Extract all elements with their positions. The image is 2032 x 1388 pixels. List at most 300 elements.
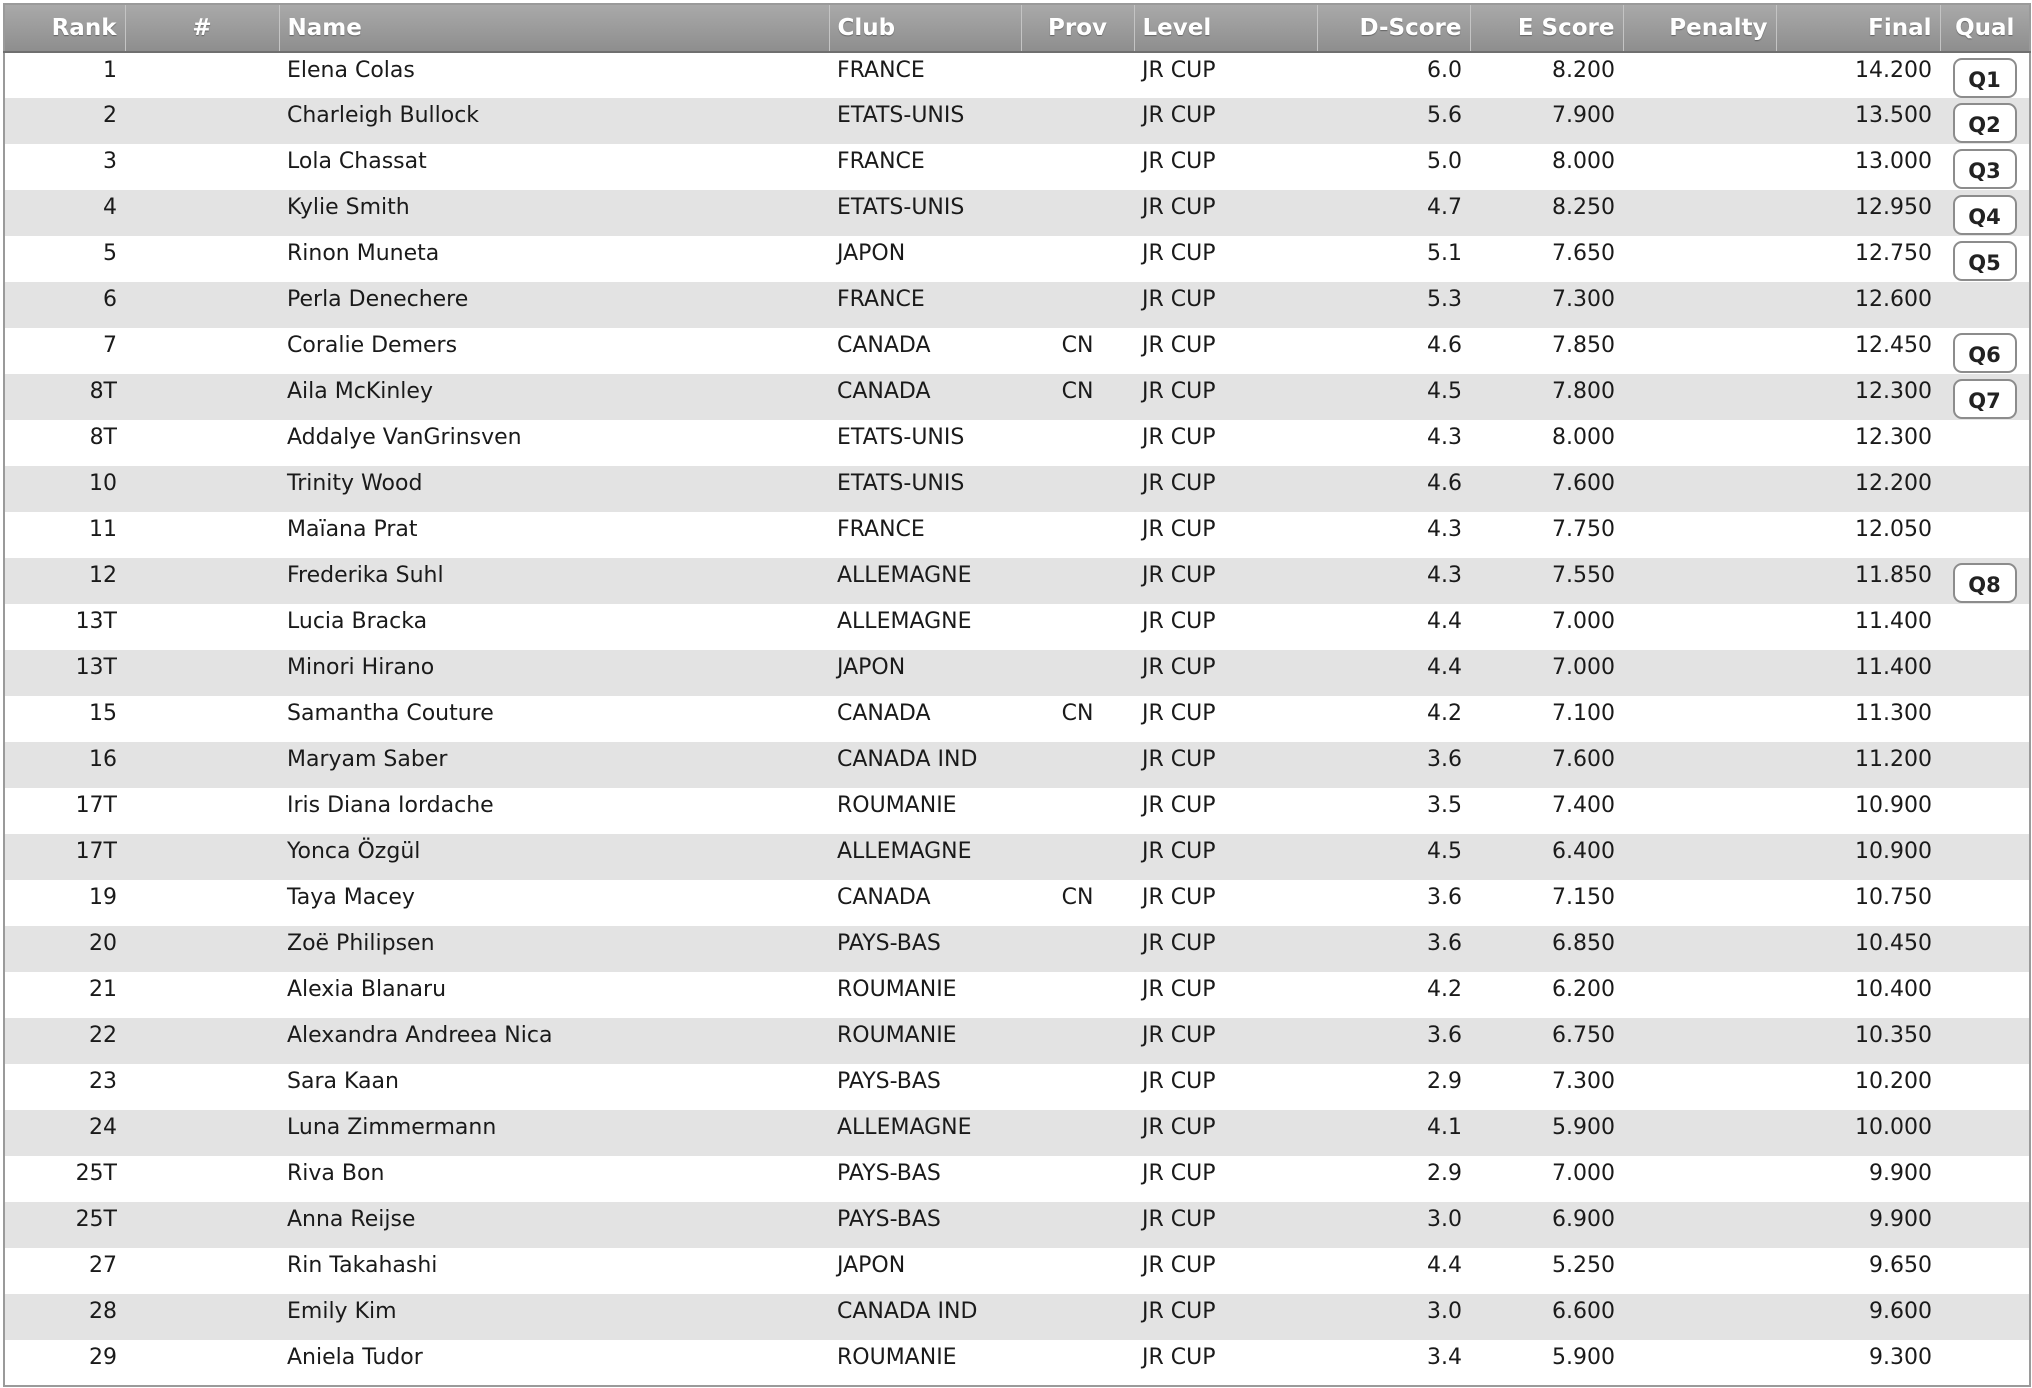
d-score-cell: 4.3 (1317, 420, 1470, 466)
prov-cell (1021, 144, 1134, 190)
penalty-cell (1623, 880, 1776, 926)
number-cell (125, 972, 279, 1018)
final-score-cell: 12.450 (1776, 328, 1940, 374)
e-score-cell: 6.400 (1470, 834, 1623, 880)
final-score-cell: 12.600 (1776, 282, 1940, 328)
level-cell: JR CUP (1134, 190, 1317, 236)
prov-cell (1021, 282, 1134, 328)
qual-cell (1940, 696, 2030, 742)
column-header-prov[interactable]: Prov (1021, 4, 1134, 52)
club-cell: ALLEMAGNE (829, 558, 1021, 604)
gymnast-name-cell: Perla Denechere (279, 282, 829, 328)
gymnast-name-cell: Frederika Suhl (279, 558, 829, 604)
e-score-cell: 7.650 (1470, 236, 1623, 282)
rank-cell: 15 (4, 696, 125, 742)
number-cell (125, 788, 279, 834)
prov-cell: CN (1021, 696, 1134, 742)
number-cell (125, 374, 279, 420)
prov-cell (1021, 512, 1134, 558)
rank-cell: 7 (4, 328, 125, 374)
qual-cell (1940, 1294, 2030, 1340)
d-score-cell: 3.6 (1317, 742, 1470, 788)
qual-cell (1940, 1064, 2030, 1110)
level-cell: JR CUP (1134, 972, 1317, 1018)
number-cell (125, 1110, 279, 1156)
final-score-cell: 10.200 (1776, 1064, 1940, 1110)
gymnast-name-cell: Alexia Blanaru (279, 972, 829, 1018)
penalty-cell (1623, 1294, 1776, 1340)
gymnast-name-cell: Lucia Bracka (279, 604, 829, 650)
gymnast-name-cell: Aila McKinley (279, 374, 829, 420)
number-cell (125, 604, 279, 650)
level-cell: JR CUP (1134, 1156, 1317, 1202)
prov-cell (1021, 1064, 1134, 1110)
e-score-cell: 7.150 (1470, 880, 1623, 926)
club-cell: FRANCE (829, 282, 1021, 328)
rank-cell: 17T (4, 834, 125, 880)
qualification-badge: Q1 (1953, 58, 2017, 98)
level-cell: JR CUP (1134, 282, 1317, 328)
final-score-cell: 9.900 (1776, 1156, 1940, 1202)
e-score-cell: 7.850 (1470, 328, 1623, 374)
final-score-cell: 11.300 (1776, 696, 1940, 742)
final-score-cell: 10.750 (1776, 880, 1940, 926)
number-cell (125, 328, 279, 374)
prov-cell (1021, 788, 1134, 834)
table-row (4, 1018, 2030, 1064)
qualification-badge: Q3 (1953, 149, 2017, 189)
number-cell (125, 98, 279, 144)
penalty-cell (1623, 926, 1776, 972)
prov-cell (1021, 926, 1134, 972)
e-score-cell: 7.000 (1470, 650, 1623, 696)
prov-cell (1021, 1202, 1134, 1248)
rank-cell: 19 (4, 880, 125, 926)
table-row (4, 926, 2030, 972)
number-cell (125, 558, 279, 604)
rank-cell: 1 (4, 52, 125, 98)
penalty-cell (1623, 1156, 1776, 1202)
d-score-cell: 4.5 (1317, 834, 1470, 880)
penalty-cell (1623, 328, 1776, 374)
penalty-cell (1623, 1248, 1776, 1294)
qual-cell (1940, 52, 2030, 98)
penalty-cell (1623, 788, 1776, 834)
penalty-cell (1623, 1340, 1776, 1386)
table-row (4, 1248, 2030, 1294)
level-cell: JR CUP (1134, 1018, 1317, 1064)
qualification-badge: Q6 (1953, 333, 2017, 373)
level-cell: JR CUP (1134, 1064, 1317, 1110)
d-score-cell: 4.2 (1317, 696, 1470, 742)
final-score-cell: 10.350 (1776, 1018, 1940, 1064)
gymnast-name-cell: Aniela Tudor (279, 1340, 829, 1386)
penalty-cell (1623, 190, 1776, 236)
prov-cell (1021, 604, 1134, 650)
prov-cell (1021, 650, 1134, 696)
gymnast-name-cell: Elena Colas (279, 52, 829, 98)
prov-cell (1021, 972, 1134, 1018)
prov-cell (1021, 1110, 1134, 1156)
number-cell (125, 1248, 279, 1294)
penalty-cell (1623, 834, 1776, 880)
d-score-cell: 4.2 (1317, 972, 1470, 1018)
rank-cell: 27 (4, 1248, 125, 1294)
table-row (4, 742, 2030, 788)
gymnast-name-cell: Taya Macey (279, 880, 829, 926)
d-score-cell: 3.6 (1317, 926, 1470, 972)
final-score-cell: 10.900 (1776, 788, 1940, 834)
qual-cell (1940, 558, 2030, 604)
table-row (4, 328, 2030, 374)
number-cell (125, 144, 279, 190)
penalty-cell (1623, 972, 1776, 1018)
d-score-cell: 3.6 (1317, 1018, 1470, 1064)
penalty-cell (1623, 650, 1776, 696)
table-row (4, 1294, 2030, 1340)
qualification-badge: Q8 (1953, 563, 2017, 603)
final-score-cell: 12.200 (1776, 466, 1940, 512)
level-cell: JR CUP (1134, 926, 1317, 972)
d-score-cell: 5.3 (1317, 282, 1470, 328)
qualification-badge: Q4 (1953, 195, 2017, 235)
qualification-badge: Q2 (1953, 103, 2017, 143)
prov-cell (1021, 1294, 1134, 1340)
final-score-cell: 12.300 (1776, 374, 1940, 420)
d-score-cell: 4.3 (1317, 558, 1470, 604)
qual-cell (1940, 282, 2030, 328)
d-score-cell: 5.0 (1317, 144, 1470, 190)
results-table (3, 3, 2031, 1387)
rank-cell: 16 (4, 742, 125, 788)
e-score-cell: 8.250 (1470, 190, 1623, 236)
level-cell: JR CUP (1134, 420, 1317, 466)
table-row (4, 190, 2030, 236)
qual-cell (1940, 604, 2030, 650)
penalty-cell (1623, 604, 1776, 650)
final-score-cell: 9.300 (1776, 1340, 1940, 1386)
number-cell (125, 1340, 279, 1386)
table-row (4, 374, 2030, 420)
prov-cell (1021, 1340, 1134, 1386)
penalty-cell (1623, 742, 1776, 788)
penalty-cell (1623, 512, 1776, 558)
club-cell: CANADA IND (829, 1294, 1021, 1340)
final-score-cell: 12.050 (1776, 512, 1940, 558)
table-row (4, 972, 2030, 1018)
qual-cell (1940, 972, 2030, 1018)
e-score-cell: 6.600 (1470, 1294, 1623, 1340)
club-cell: ROUMANIE (829, 1340, 1021, 1386)
table-row (4, 144, 2030, 190)
e-score-cell: 5.900 (1470, 1110, 1623, 1156)
gymnast-name-cell: Samantha Couture (279, 696, 829, 742)
column-header-final[interactable]: Final (1776, 4, 1940, 52)
rank-cell: 8T (4, 374, 125, 420)
rank-cell: 11 (4, 512, 125, 558)
table-row (4, 282, 2030, 328)
club-cell: PAYS-BAS (829, 1156, 1021, 1202)
number-cell (125, 1202, 279, 1248)
table-row (4, 880, 2030, 926)
table-row (4, 52, 2030, 98)
gymnast-name-cell: Lola Chassat (279, 144, 829, 190)
rank-cell: 6 (4, 282, 125, 328)
final-score-cell: 9.600 (1776, 1294, 1940, 1340)
qual-cell (1940, 788, 2030, 834)
table-row (4, 1064, 2030, 1110)
e-score-cell: 5.900 (1470, 1340, 1623, 1386)
qual-cell (1940, 236, 2030, 282)
qual-cell (1940, 1156, 2030, 1202)
rank-cell: 21 (4, 972, 125, 1018)
level-cell: JR CUP (1134, 604, 1317, 650)
rank-cell: 22 (4, 1018, 125, 1064)
d-score-cell: 3.0 (1317, 1202, 1470, 1248)
gymnast-name-cell: Zoë Philipsen (279, 926, 829, 972)
prov-cell (1021, 558, 1134, 604)
column-header-name[interactable]: Name (279, 4, 829, 52)
final-score-cell: 9.900 (1776, 1202, 1940, 1248)
final-score-cell: 10.900 (1776, 834, 1940, 880)
level-cell: JR CUP (1134, 834, 1317, 880)
prov-cell (1021, 420, 1134, 466)
level-cell: JR CUP (1134, 558, 1317, 604)
gymnast-name-cell: Maïana Prat (279, 512, 829, 558)
final-score-cell: 9.650 (1776, 1248, 1940, 1294)
penalty-cell (1623, 374, 1776, 420)
final-score-cell: 12.750 (1776, 236, 1940, 282)
d-score-cell: 3.4 (1317, 1340, 1470, 1386)
qual-cell (1940, 98, 2030, 144)
level-cell: JR CUP (1134, 98, 1317, 144)
level-cell: JR CUP (1134, 788, 1317, 834)
prov-cell: CN (1021, 880, 1134, 926)
number-cell (125, 52, 279, 98)
header-row (4, 4, 2030, 52)
table-row (4, 236, 2030, 282)
club-cell: JAPON (829, 1248, 1021, 1294)
column-header-e-score[interactable]: E Score (1470, 4, 1623, 52)
level-cell: JR CUP (1134, 1248, 1317, 1294)
gymnast-name-cell: Addalye VanGrinsven (279, 420, 829, 466)
number-cell (125, 1294, 279, 1340)
club-cell: JAPON (829, 236, 1021, 282)
d-score-cell: 3.5 (1317, 788, 1470, 834)
qual-cell (1940, 926, 2030, 972)
number-cell (125, 1156, 279, 1202)
prov-cell (1021, 834, 1134, 880)
final-score-cell: 11.400 (1776, 650, 1940, 696)
d-score-cell: 4.6 (1317, 328, 1470, 374)
e-score-cell: 6.850 (1470, 926, 1623, 972)
rank-cell: 13T (4, 650, 125, 696)
qual-cell (1940, 420, 2030, 466)
table-row (4, 696, 2030, 742)
level-cell: JR CUP (1134, 696, 1317, 742)
number-cell (125, 512, 279, 558)
qual-cell (1940, 742, 2030, 788)
club-cell: FRANCE (829, 52, 1021, 98)
table-header (4, 4, 2030, 52)
rank-cell: 8T (4, 420, 125, 466)
level-cell: JR CUP (1134, 374, 1317, 420)
qual-cell (1940, 144, 2030, 190)
final-score-cell: 13.500 (1776, 98, 1940, 144)
level-cell: JR CUP (1134, 1202, 1317, 1248)
gymnast-name-cell: Riva Bon (279, 1156, 829, 1202)
gymnast-name-cell: Yonca Özgül (279, 834, 829, 880)
column-header-penalty[interactable]: Penalty (1623, 4, 1776, 52)
rank-cell: 23 (4, 1064, 125, 1110)
club-cell: CANADA (829, 880, 1021, 926)
club-cell: ROUMANIE (829, 788, 1021, 834)
final-score-cell: 11.850 (1776, 558, 1940, 604)
penalty-cell (1623, 558, 1776, 604)
gymnast-name-cell: Sara Kaan (279, 1064, 829, 1110)
e-score-cell: 7.300 (1470, 1064, 1623, 1110)
final-score-cell: 13.000 (1776, 144, 1940, 190)
penalty-cell (1623, 466, 1776, 512)
prov-cell (1021, 98, 1134, 144)
column-header-club[interactable]: Club (829, 4, 1021, 52)
table-row (4, 466, 2030, 512)
e-score-cell: 8.000 (1470, 420, 1623, 466)
rank-cell: 28 (4, 1294, 125, 1340)
d-score-cell: 4.5 (1317, 374, 1470, 420)
prov-cell (1021, 742, 1134, 788)
qual-cell (1940, 880, 2030, 926)
number-cell (125, 696, 279, 742)
table-row (4, 788, 2030, 834)
column-header-qual[interactable]: Qual (1940, 4, 2030, 52)
club-cell: ALLEMAGNE (829, 1110, 1021, 1156)
table-row (4, 604, 2030, 650)
table-row (4, 1110, 2030, 1156)
penalty-cell (1623, 52, 1776, 98)
penalty-cell (1623, 282, 1776, 328)
number-cell (125, 926, 279, 972)
penalty-cell (1623, 1018, 1776, 1064)
d-score-cell: 5.1 (1317, 236, 1470, 282)
qual-cell (1940, 374, 2030, 420)
level-cell: JR CUP (1134, 512, 1317, 558)
final-score-cell: 12.950 (1776, 190, 1940, 236)
qual-cell (1940, 1202, 2030, 1248)
rank-cell: 4 (4, 190, 125, 236)
rank-cell: 25T (4, 1156, 125, 1202)
qual-cell (1940, 512, 2030, 558)
qual-cell (1940, 190, 2030, 236)
e-score-cell: 7.550 (1470, 558, 1623, 604)
level-cell: JR CUP (1134, 328, 1317, 374)
club-cell: FRANCE (829, 512, 1021, 558)
gymnast-name-cell: Iris Diana Iordache (279, 788, 829, 834)
qual-cell (1940, 1248, 2030, 1294)
level-cell: JR CUP (1134, 742, 1317, 788)
column-header-rank[interactable]: Rank (4, 4, 125, 52)
gymnast-name-cell: Rinon Muneta (279, 236, 829, 282)
club-cell: ALLEMAGNE (829, 834, 1021, 880)
final-score-cell: 10.450 (1776, 926, 1940, 972)
table-row (4, 420, 2030, 466)
table-row (4, 98, 2030, 144)
club-cell: ETATS-UNIS (829, 466, 1021, 512)
number-cell (125, 742, 279, 788)
table-row (4, 1156, 2030, 1202)
rank-cell: 3 (4, 144, 125, 190)
e-score-cell: 7.400 (1470, 788, 1623, 834)
column-header-level[interactable]: Level (1134, 4, 1317, 52)
e-score-cell: 7.100 (1470, 696, 1623, 742)
number-cell (125, 1018, 279, 1064)
gymnast-name-cell: Luna Zimmermann (279, 1110, 829, 1156)
d-score-cell: 4.3 (1317, 512, 1470, 558)
e-score-cell: 5.250 (1470, 1248, 1623, 1294)
gymnast-name-cell: Rin Takahashi (279, 1248, 829, 1294)
table-row (4, 1202, 2030, 1248)
qual-cell (1940, 834, 2030, 880)
qual-cell (1940, 1110, 2030, 1156)
club-cell: CANADA (829, 328, 1021, 374)
prov-cell (1021, 236, 1134, 282)
penalty-cell (1623, 1202, 1776, 1248)
club-cell: CANADA (829, 696, 1021, 742)
gymnast-name-cell: Emily Kim (279, 1294, 829, 1340)
gymnast-name-cell: Maryam Saber (279, 742, 829, 788)
table-body (4, 52, 2030, 1386)
club-cell: FRANCE (829, 144, 1021, 190)
table-row (4, 650, 2030, 696)
number-cell (125, 282, 279, 328)
penalty-cell (1623, 420, 1776, 466)
gymnast-name-cell: Anna Reijse (279, 1202, 829, 1248)
d-score-cell: 2.9 (1317, 1156, 1470, 1202)
gymnast-name-cell: Minori Hirano (279, 650, 829, 696)
column-header-number[interactable]: # (125, 4, 279, 52)
club-cell: ETATS-UNIS (829, 190, 1021, 236)
e-score-cell: 7.600 (1470, 466, 1623, 512)
level-cell: JR CUP (1134, 52, 1317, 98)
club-cell: ETATS-UNIS (829, 420, 1021, 466)
penalty-cell (1623, 236, 1776, 282)
final-score-cell: 14.200 (1776, 52, 1940, 98)
level-cell: JR CUP (1134, 236, 1317, 282)
d-score-cell: 4.7 (1317, 190, 1470, 236)
d-score-cell: 2.9 (1317, 1064, 1470, 1110)
e-score-cell: 7.000 (1470, 1156, 1623, 1202)
final-score-cell: 10.400 (1776, 972, 1940, 1018)
club-cell: CANADA (829, 374, 1021, 420)
d-score-cell: 4.1 (1317, 1110, 1470, 1156)
e-score-cell: 8.000 (1470, 144, 1623, 190)
e-score-cell: 7.000 (1470, 604, 1623, 650)
prov-cell (1021, 52, 1134, 98)
qual-cell (1940, 1340, 2030, 1386)
prov-cell (1021, 466, 1134, 512)
column-header-d-score[interactable]: D-Score (1317, 4, 1470, 52)
d-score-cell: 3.6 (1317, 880, 1470, 926)
e-score-cell: 6.750 (1470, 1018, 1623, 1064)
prov-cell (1021, 1018, 1134, 1064)
number-cell (125, 650, 279, 696)
level-cell: JR CUP (1134, 880, 1317, 926)
rank-cell: 20 (4, 926, 125, 972)
club-cell: PAYS-BAS (829, 1064, 1021, 1110)
qualification-badge: Q5 (1953, 241, 2017, 281)
gymnast-name-cell: Coralie Demers (279, 328, 829, 374)
rank-cell: 12 (4, 558, 125, 604)
